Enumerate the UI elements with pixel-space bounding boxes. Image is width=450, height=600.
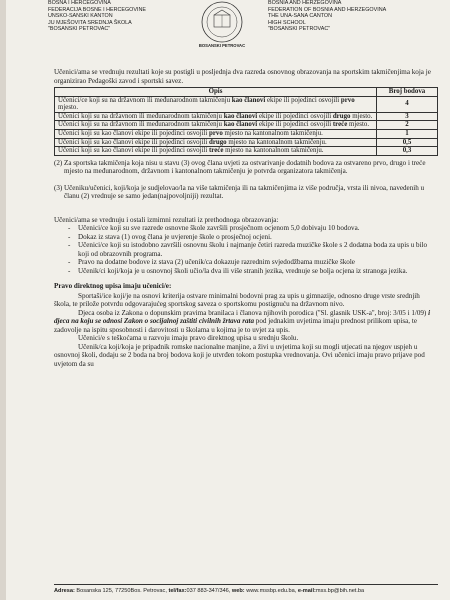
row-text-pre: Učenici koji su na državnom ili međunarodnom takmičenju (58, 121, 224, 129)
list-item: - Dokaz iz stava (1) ovog člana je uvjerenje škole o prosječnoj ocjeni. (68, 233, 438, 242)
letterhead-line: BOSNA I HERCEGOVINA (48, 0, 111, 6)
paragraph-text: Za sportska takmičenja koja nisu u stavu (3) ovog člana uvjeti za ostvarivanje dodatnih bodova za ostvareno prvo, drugo i treće mjesto na međunarodnom, državnom i kantonalnom takmičenju je potvrda organizatora takmičenja. (64, 158, 426, 176)
footer-tel-label: tel/fax: (168, 588, 187, 594)
page-footer (54, 584, 438, 594)
paragraph-text: Učeniku/učenici, koji/koja je sudjelovao/la na više takmičenja ili na takmičenjima iz više područja, vrsta ili nivoa, navedenih u članu (2) vrednuje se samo jedan(najpovoljniji) rezultat. (64, 183, 425, 201)
row-text-mid: mjesto na kantonalnom takmičenju. (223, 147, 324, 155)
footer-address-label: Adresa: (54, 588, 75, 594)
col-description: Opis (55, 88, 377, 97)
intro-text: Učenici/ama se vrednuju rezultati koje su postigli u posljednja dva razreda osnovnog obrazovanja na sportskim takmičenjima koja je organizirao Pedagoški zavod i sportski savez. (54, 68, 431, 85)
row-description (55, 121, 377, 130)
direct-p2-pre: Djeca osoba iz Zakona o dopunskim pravima branilaca i članova njihovih porodica (''Sl. glasnik USK-a'', broj: 3/05 i 1/09) (78, 308, 429, 317)
row-points: 2 (377, 121, 438, 130)
row-description (55, 138, 377, 147)
row-description (55, 147, 377, 156)
footer-address: Bosanska 125, 77250Bos. Petrovac, (74, 588, 169, 594)
letterhead-line: UNSKO-SANSKI KANTON (48, 13, 113, 20)
school-seal-icon (194, 0, 250, 50)
row-points: 0,3 (377, 147, 438, 156)
footer-email: mss.bp@bih.net.ba (315, 588, 365, 594)
letterhead-line: BOSNIA AND HERZEGOVINA (268, 0, 342, 6)
footer-tel: 037 883-347/346, (186, 588, 232, 594)
footer-web: www.mssbp.edu.ba, (244, 588, 298, 594)
row-text-mid: mjesto na kantonalnom takmičenju. (226, 138, 327, 146)
row-text-b1: kao članovi (231, 96, 266, 104)
direct-p3: Učenici/e s teškoćama u razvoju imaju pravo direktnog upisa u srednju školu. (78, 334, 299, 343)
col-points: Broj bodova (377, 88, 438, 97)
letterhead-line: FEDERATION OF BOSNIA AND HERZEGOVINA (268, 6, 387, 13)
row-text-b1: kao članovi (223, 121, 258, 129)
letterhead-right (268, 0, 386, 33)
table-row (55, 129, 438, 138)
document-body (54, 68, 438, 368)
row-text-pre: Učenici/ce koji su na državnom ili međunarodnom takmičenju (58, 96, 232, 104)
letterhead-line: FEDERACIJA BOSNE I HERCEGOVINE (48, 6, 146, 13)
list-item: - Pravo na dodatne bodove iz stava (2) učenik/ca dokazuje razrednim svjedodžbama muzičke škole (68, 258, 438, 267)
row-text-mid: ekipe ili pojedinci osvojili (257, 112, 333, 120)
direct-enrollment-title: Pravo direktnog upisa imaju učenici/e: (54, 282, 172, 291)
table-row (55, 147, 438, 156)
letterhead-line: HIGH SCHOOL (268, 19, 306, 26)
row-text-mid: mjesto na kantonalnom takmičenju. (222, 129, 323, 137)
points-table (54, 87, 438, 156)
paragraph-number: (2) (54, 158, 63, 167)
row-text-post: mjesto. (58, 104, 79, 112)
table-row (55, 121, 438, 130)
letterhead-line: "BOSANSKI PETROVAC" (268, 26, 331, 33)
footer-web-label: web: (231, 588, 245, 594)
row-text-b1: drugo (209, 138, 227, 146)
footer-email-label: e-mail: (297, 588, 316, 594)
table-row (55, 112, 438, 121)
row-text-post: mjesto. (350, 112, 373, 120)
direct-p2-bold: i djeca na koju se odnosi Zakon o socijalnoj zaštiti civilnih žrtava rata (54, 308, 431, 326)
paragraph-3 (54, 184, 438, 201)
row-text-b1: kao članovi (223, 112, 258, 120)
other-results-list (54, 224, 438, 275)
paragraph-2 (54, 159, 438, 176)
row-description (55, 96, 377, 112)
row-points: 3 (377, 112, 438, 121)
list-item: - Učenici/ce koji su istodobno završili osnovnu školu i najmanje četiri razreda muzičke škole s 2 dodatna boda za upis u bilo koji od obrazovnih programa. (68, 241, 438, 258)
letterhead (6, 0, 450, 62)
other-results-intro: Učenici/ama se vrednuju i ostali izmimni rezultati iz prethodnoga obrazovanja: (54, 215, 279, 224)
row-text-b1: prvo (209, 129, 223, 137)
direct-p2 (54, 309, 438, 335)
row-text-pre: Učenici koji su kao članovi ekipe ili pojedinci osvojili (58, 138, 209, 146)
row-text-mid: ekipe ili pojedinci osvojili (257, 121, 333, 129)
list-item: - Učenik/ci koji/koja je u osnovnoj školi učio/la dva ili više stranih jezika, vrednuje se bolja ocjena iz stranoga jezika. (68, 267, 438, 276)
row-text-b1: treće (209, 147, 224, 155)
row-text-post: mjesto. (347, 121, 370, 129)
letterhead-line: "BOSANSKI PETROVAC" (48, 26, 111, 33)
letterhead-line: JU MJEŠOVITA SREDNJA ŠKOLA (48, 19, 132, 26)
row-description (55, 112, 377, 121)
table-row (55, 138, 438, 147)
row-points: 4 (377, 96, 438, 112)
direct-p2-post: pod jednakim uvjetima imaju prednost prilikom upisa, te zadovolje na ispitu sposobnosti i darovitosti u školama u kojima je to uvjet za upis. (54, 317, 417, 334)
table-row (55, 96, 438, 112)
letterhead-left (48, 0, 146, 33)
row-description (55, 129, 377, 138)
table-header-row (55, 88, 438, 97)
row-text-pre: Učenici koji su kao članovi ekipe ili pojedinci osvojili (58, 129, 209, 137)
row-text-b2: treće (332, 121, 348, 129)
row-text-mid: ekipe ili pojedinci osvojili (265, 96, 341, 104)
list-item: - Učenici/ce koji su sve razrede osnovne škole završili prosječnom ocjenom 5,0 dobivaju 10 bodova. (68, 224, 438, 233)
letterhead-line: THE UNA-SANA CANTON (268, 13, 332, 20)
row-text-pre: Učenici koji su kao članovi ekipe ili pojedinci osvojili (58, 147, 209, 155)
row-points: 0,5 (377, 138, 438, 147)
row-points: 1 (377, 129, 438, 138)
row-text-b2: prvo (340, 96, 355, 104)
paragraph-number: (3) (54, 183, 63, 192)
document-page (6, 0, 450, 600)
row-text-b2: drugo (332, 112, 351, 120)
direct-p1: Sportaši/ice koji/je na osnovi kriterija ostvare minimalni bodovni prag za upis u gimnazije, odnosno druge vrste srednjih škola, te prilože potvrdu odgovarajućeg sportskog saveza o sportskomu postignuću na državnom nivo. (54, 291, 420, 309)
direct-p4: Učenik/ca koji/koja je pripadnik romske nacionalne manjine, a živi u uvjetima koji su mogli utjecati na njegov uspjeh u osnovnoj školi, dodaju se 2 boda na broj bodova koji je utvrđen tokom postupka vrednovanja. Ovi učenici imaju pravo prijave pod uvjetom da su (54, 342, 425, 368)
row-text-pre: Učenici koji su na državnom ili međunarodnom takmičenju (58, 112, 224, 120)
seal-text: BOSANSKI PETROVAC (198, 43, 246, 48)
